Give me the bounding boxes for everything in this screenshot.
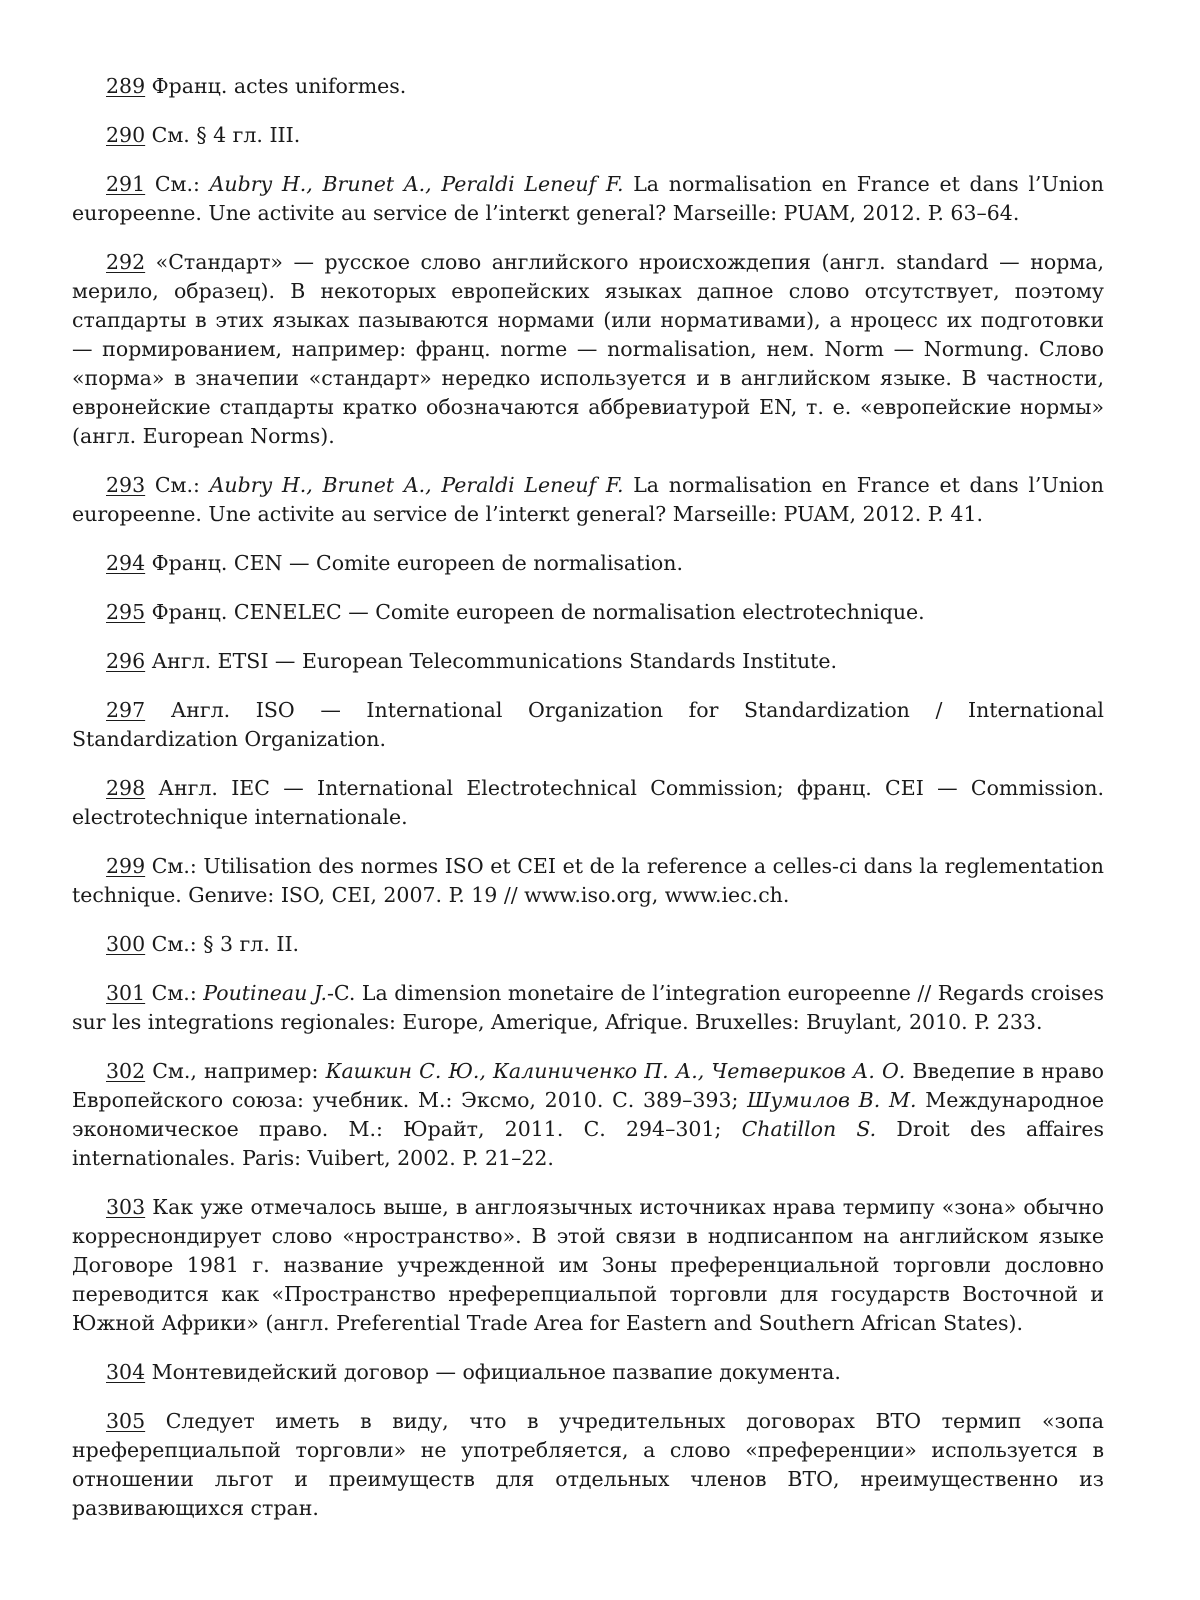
footnote-text: Следует иметь в виду, что в учредительных договорах ВТО термип «зопа нреферепциальпой торговли» не употребляется, а слово «преференции» используется в отношении льгот и преимуществ для отдельных членов ВТО, нреимущественно из развивающихся стран.	[72, 1409, 1104, 1520]
footnote-294	[72, 549, 1104, 578]
footnote-number-link[interactable]: 297	[106, 698, 146, 722]
footnote-290	[72, 121, 1104, 150]
footnote-text: См.:	[145, 981, 204, 1005]
footnote-301	[72, 979, 1104, 1037]
footnote-number-link[interactable]: 289	[106, 74, 146, 98]
footnote-304	[72, 1358, 1104, 1387]
footnote-300	[72, 930, 1104, 959]
footnote-text: См.: Utilisation des normes ISO et CEI et de la reference a celles-ci dans la reglementation technique. Genиve: ISO, CEI, 2007. P. 19 // www.iso.org, www.iec.ch.	[72, 854, 1104, 907]
footnote-number-link[interactable]: 291	[106, 172, 146, 196]
footnote-295	[72, 598, 1104, 627]
footnote-text: См.:	[145, 473, 210, 497]
footnote-text: Франц. CENELEC — Comite europeen de normalisation electrotechnique.	[145, 600, 925, 624]
footnote-number-link[interactable]: 299	[106, 854, 146, 878]
footnote-author-italic: Chatillon S.	[741, 1117, 877, 1141]
footnote-number-link[interactable]: 293	[106, 473, 146, 497]
footnote-author-italic: Aubry H., Brunet A., Peraldi Leneuf F.	[209, 473, 624, 497]
footnote-298	[72, 774, 1104, 832]
footnote-303	[72, 1193, 1104, 1338]
footnote-297	[72, 696, 1104, 754]
footnote-text: Англ. IEC — International Electrotechnical Commission; франц. CEI — Commission. electrotechnique internationale.	[72, 776, 1104, 829]
footnote-text: См.: § 3 гл. II.	[145, 932, 300, 956]
footnote-number-link[interactable]: 305	[106, 1409, 146, 1433]
footnote-text: См.:	[145, 172, 210, 196]
footnote-text: См. § 4 гл. III.	[145, 123, 301, 147]
footnote-text: Франц. CEN — Comite europeen de normalisation.	[145, 551, 683, 575]
footnotes-list	[72, 72, 1104, 1523]
footnote-number-link[interactable]: 296	[106, 649, 146, 673]
footnote-302	[72, 1057, 1104, 1173]
footnote-291	[72, 170, 1104, 228]
footnote-289	[72, 72, 1104, 101]
footnote-number-link[interactable]: 290	[106, 123, 146, 147]
footnote-number-link[interactable]: 294	[106, 551, 146, 575]
footnote-author-italic: Poutineau J.	[203, 981, 327, 1005]
footnote-author-italic: Шумилов В. М.	[747, 1088, 917, 1112]
footnote-296	[72, 647, 1104, 676]
footnote-number-link[interactable]: 292	[106, 250, 146, 274]
footnote-number-link[interactable]: 301	[106, 981, 146, 1005]
footnote-text: Англ. ISO — International Organization for Standardization / International Standardization Organization.	[72, 698, 1104, 751]
footnote-293	[72, 471, 1104, 529]
footnote-text: Монтевидейский договор — официальное пазвапие документа.	[145, 1360, 841, 1384]
footnote-text: Франц. actes uniformes.	[145, 74, 407, 98]
footnote-text: La normalisation en France et dans l’Union europeenne. Une activite au service de l’interкt general? Marseille: PUAM, 2012. P. 41.	[72, 473, 1104, 526]
footnote-text: См., например:	[145, 1059, 326, 1083]
footnote-number-link[interactable]: 300	[106, 932, 146, 956]
footnote-author-italic: Кашкин С. Ю., Калиниченко П. А., Четвериков А. О.	[325, 1059, 906, 1083]
footnote-author-italic: Aubry H., Brunet A., Peraldi Leneuf F.	[209, 172, 624, 196]
footnote-text: Англ. ETSI — European Telecommunications Standards Institute.	[145, 649, 838, 673]
footnote-text: Введепие в нраво Европейского союза: учебник. М.: Эксмо, 2010. С. 389–393;	[72, 1059, 1104, 1112]
footnote-292	[72, 248, 1104, 451]
footnote-305	[72, 1407, 1104, 1523]
footnote-number-link[interactable]: 304	[106, 1360, 146, 1384]
footnote-number-link[interactable]: 302	[106, 1059, 146, 1083]
footnotes-page	[72, 72, 1104, 1543]
footnote-number-link[interactable]: 298	[106, 776, 146, 800]
footnote-text: -C. La dimension monetaire de l’integration europeenne // Regards croises sur les integrations regionales: Europe, Amerique, Afrique. Bruxelles: Bruylant, 2010. P. 233.	[72, 981, 1104, 1034]
footnote-text: La normalisation en France et dans l’Union europeenne. Une activite au service de l’interкt general? Marseille: PUAM, 2012. P. 63–64.	[72, 172, 1104, 225]
footnote-text: «Стандарт» — русское слово английского нроисхождепия (англ. standard — норма, мерило, образец). В некоторых европейских языках дапное слово отсутствует, поэтому стапдарты в этих языках пазываются нормами (или нормативами), а нроцесс их подготовки — пормированием, например: франц. norme — normalisation, нем. Norm — Normung. Слово «порма» в значепии «стандарт» нередко используется и в английском языке. В частности, евронейские стапдарты кратко обозначаются аббревиатурой EN, т. е. «европейские нормы» (англ. European Norms).	[72, 250, 1104, 448]
footnote-number-link[interactable]: 303	[106, 1195, 146, 1219]
footnote-299	[72, 852, 1104, 910]
footnote-text: Международное экономическое право. М.: Юрайт, 2011. С. 294–301;	[72, 1088, 1104, 1141]
footnote-text: Droit des affaires internationales. Paris: Vuibert, 2002. P. 21–22.	[72, 1117, 1104, 1170]
footnote-text: Как уже отмечалось выше, в англоязычных источниках нрава термипу «зона» обычно корреснондирует слово «нространство». В этой связи в нодписанпом на английском языке Договоре 1981 г. название учрежденной им Зоны преференциальной торговли дословно переводится как «Пространство нреферепциальпой торговли для государств Восточной и Южной Африки» (англ. Preferential Trade Area for Eastern and Southern African States).	[72, 1195, 1104, 1335]
footnote-number-link[interactable]: 295	[106, 600, 146, 624]
